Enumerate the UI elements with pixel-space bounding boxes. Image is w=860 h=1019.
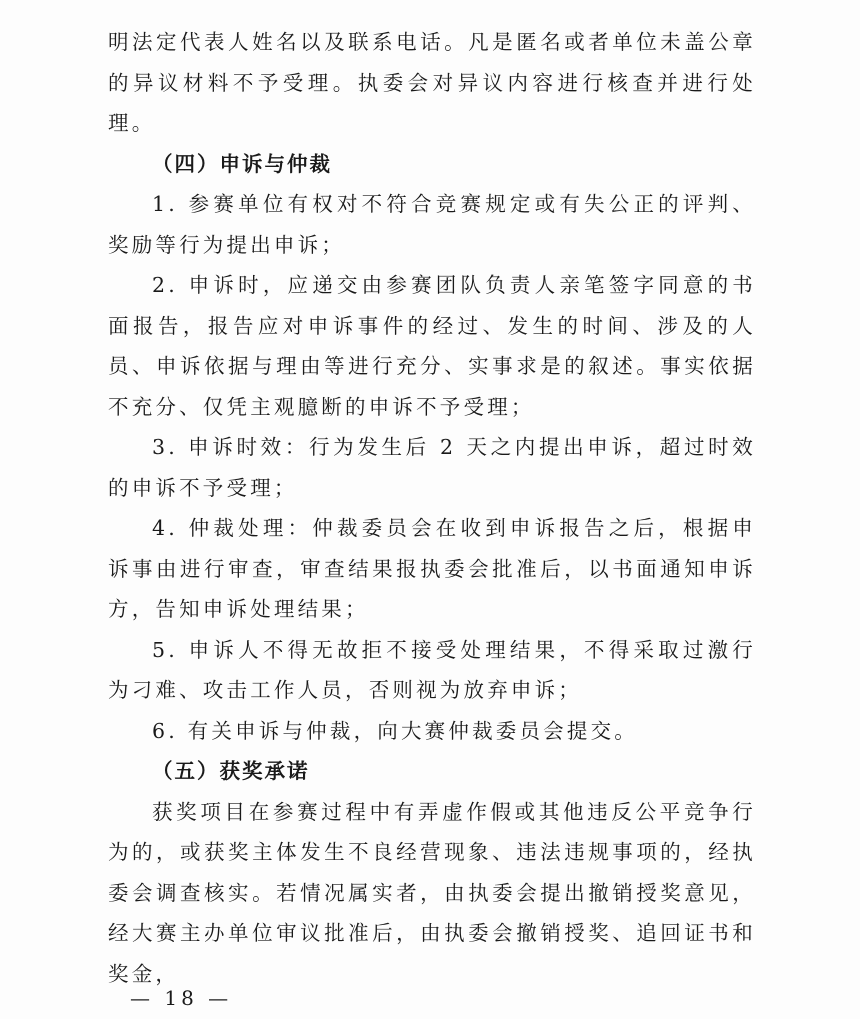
document-body bbox=[108, 22, 756, 994]
paragraph-item-2: 2. 申诉时，应递交由参赛团队负责人亲笔签字同意的书面报告，报告应对申诉事件的经过、发生的时间、涉及的人员、申诉依据与理由等进行充分、实事求是的叙述。事实依据不充分、仅凭主观臆断的申诉不予受理； bbox=[108, 273, 756, 419]
paragraph-item-5: 5. 申诉人不得无故拒不接受处理结果，不得采取过激行为刁难、攻击工作人员，否则视为放弃申诉； bbox=[108, 637, 756, 702]
page-number: — 18 — bbox=[130, 986, 233, 1010]
paragraph-item-1: 1. 参赛单位有权对不符合竞赛规定或有失公正的评判、奖励等行为提出申诉； bbox=[108, 192, 756, 257]
paragraph-continuation: 明法定代表人姓名以及联系电话。凡是匿名或者单位未盖公章的异议材料不予受理。执委会对异议内容进行核查并进行处理。 bbox=[108, 30, 756, 135]
section-heading-appeal-arbitration: （四）申诉与仲裁 bbox=[152, 151, 332, 176]
paragraph-item-3: 3. 申诉时效：行为发生后 2 天之内提出申诉，超过时效的申诉不予受理； bbox=[108, 435, 756, 500]
section-heading-award-commitment: （五）获奖承诺 bbox=[152, 759, 310, 783]
paragraph-item-6: 6. 有关申诉与仲裁，向大赛仲裁委员会提交。 bbox=[152, 718, 638, 743]
paragraph-award-commitment: 获奖项目在参赛过程中有弄虚作假或其他违反公平竞争行为的，或获奖主体发生不良经营现象、违法违规事项的，经执委会调查核实。若情况属实者，由执委会提出撤销授奖意见，经大赛主办单位审议批准后，由执委会撤销授奖、追回证书和奖金， bbox=[108, 799, 756, 986]
paragraph-item-4: 4. 仲裁处理：仲裁委员会在收到申诉报告之后，根据申诉事由进行审查，审查结果报执委会批准后，以书面通知申诉方，告知申诉处理结果； bbox=[108, 516, 756, 621]
